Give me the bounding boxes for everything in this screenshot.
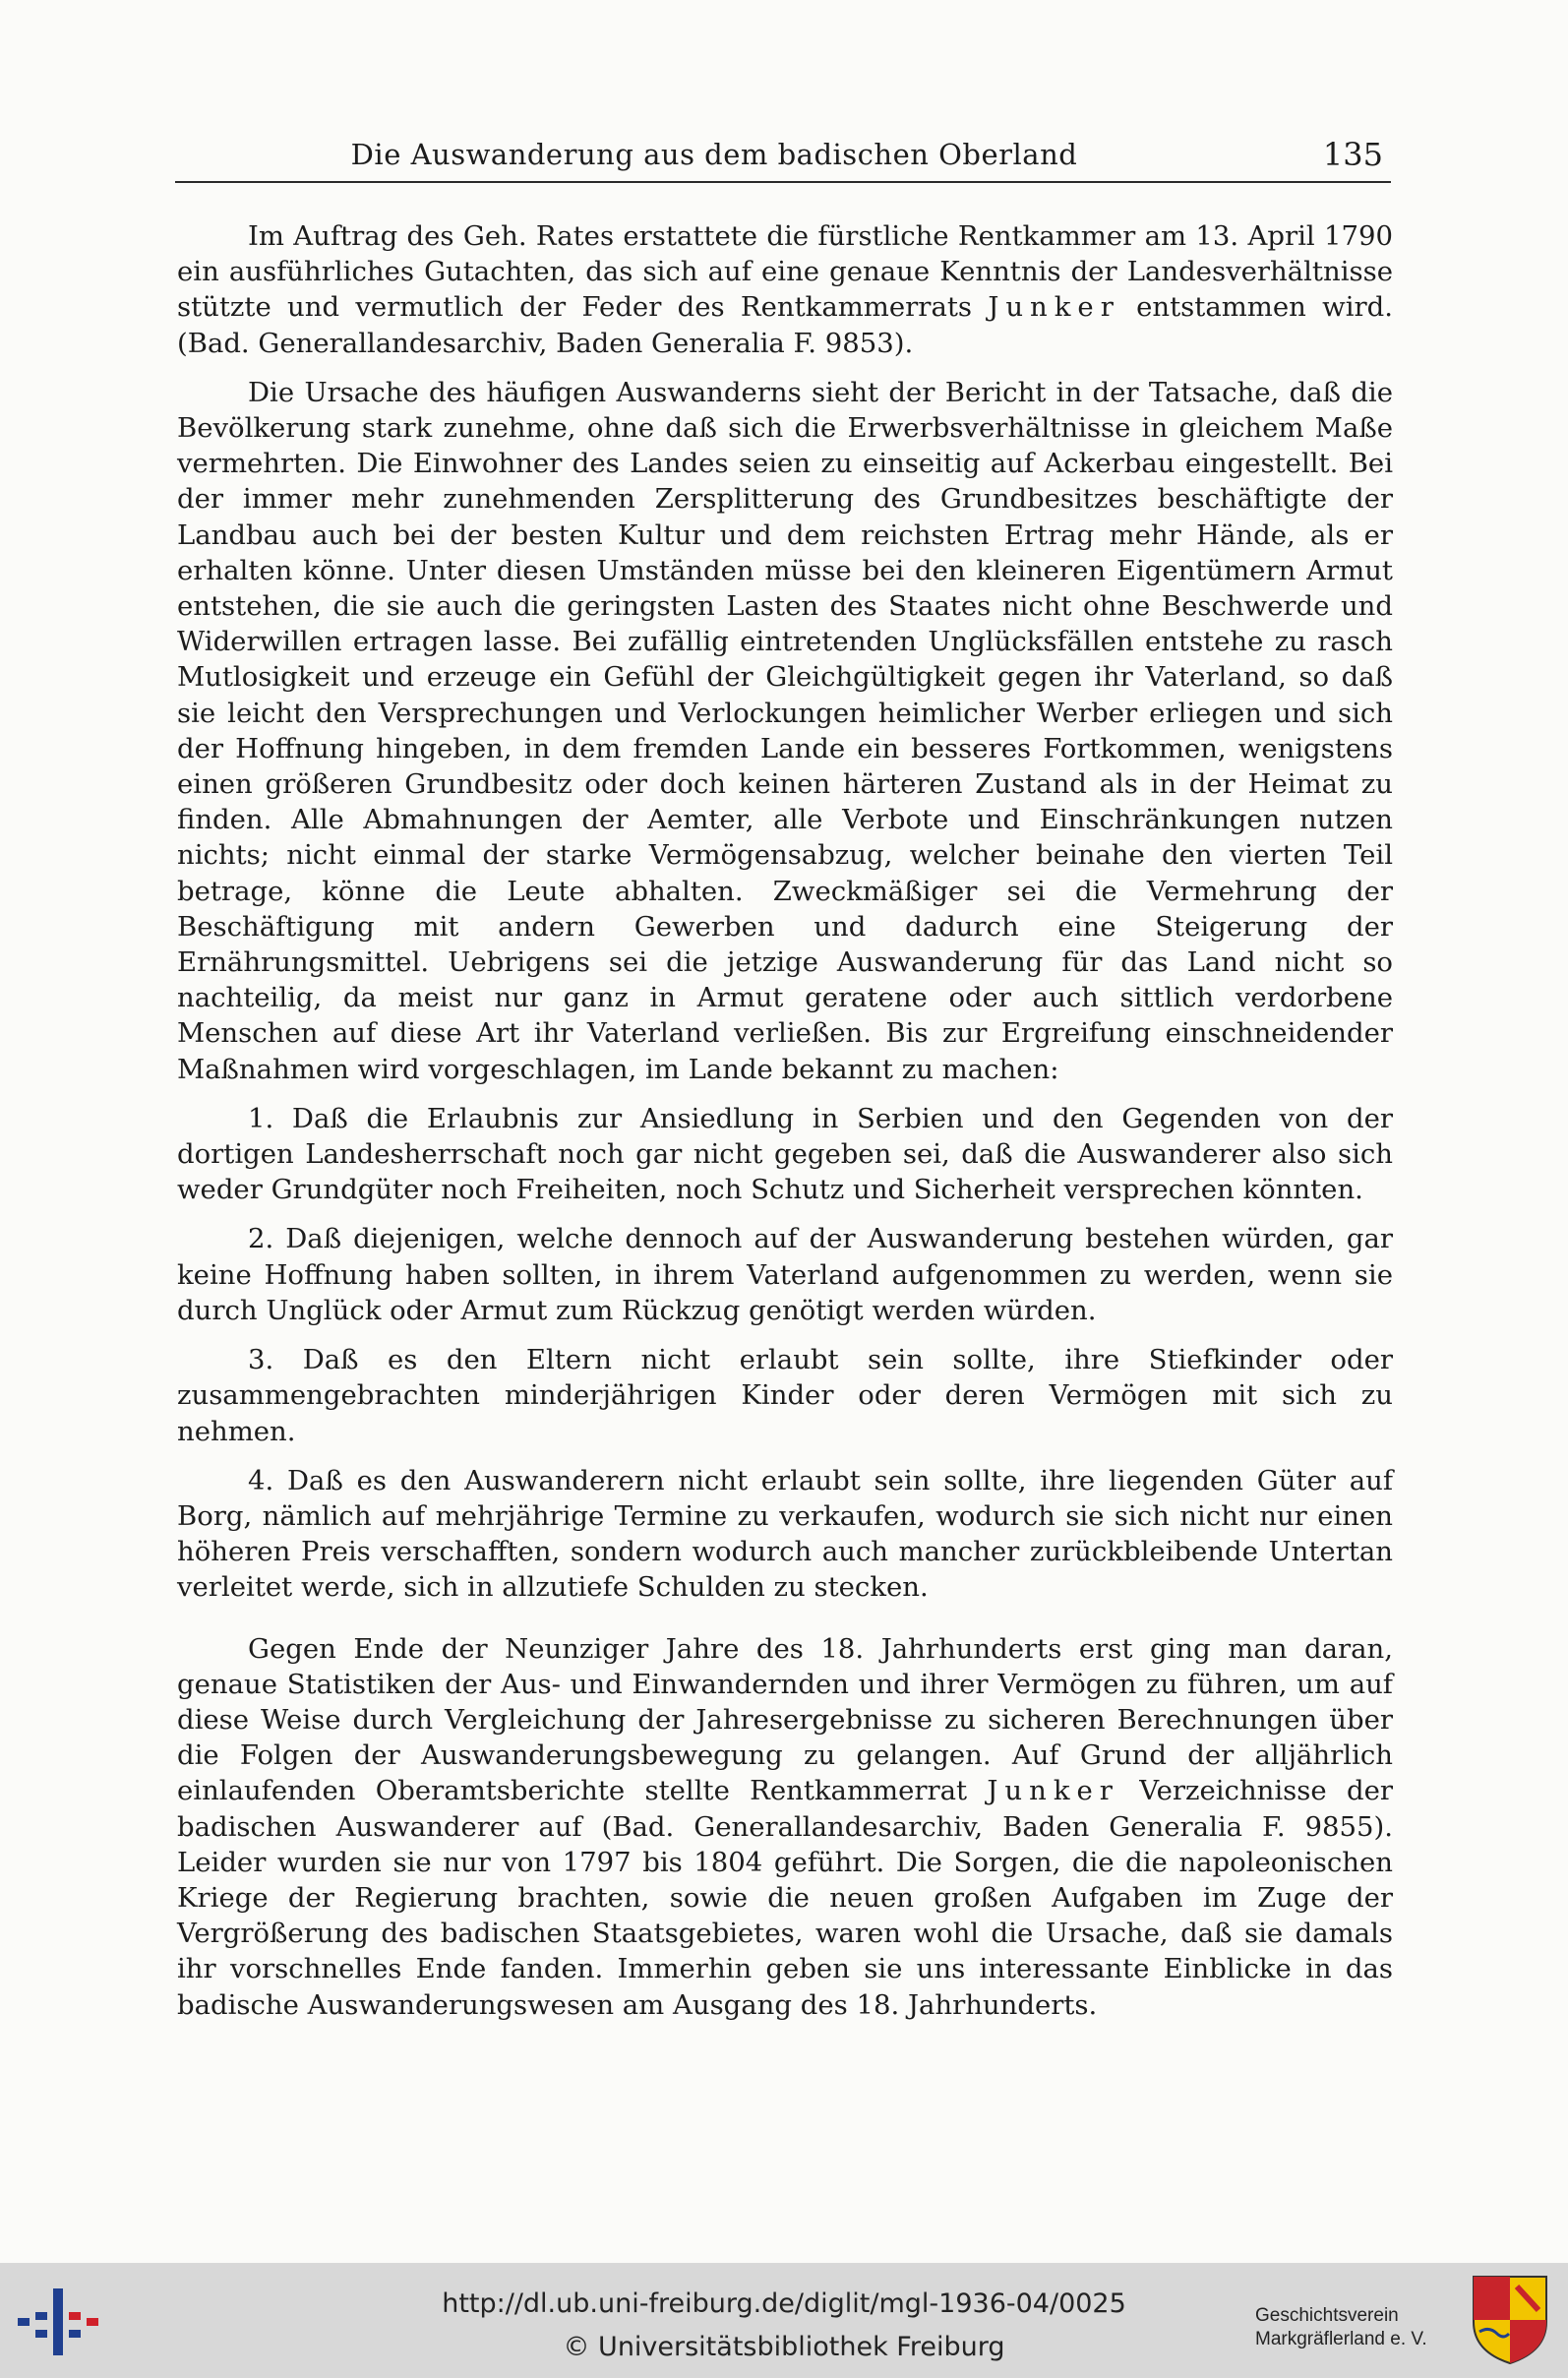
list-item: 4. Daß es den Auswanderern nicht erlaubt sein sollte, ihre liegenden Güter auf Borg, nämlich auf mehrjährige Termine zu verkaufen, wodurch sie sich nicht nur einen höheren Preis verschafften, sondern wodurch auch mancher zurückbleibende Untertan verleitet werde, sich in allzutiefe Schulden zu stecken. (177, 1464, 1393, 1604)
author-name-junker: Junker (988, 291, 1120, 324)
paragraph-3-text: Gegen Ende der Neunziger Jahre des 18. Jahrhunderts erst ging man daran, genaue Statistiken der Aus- und Einwandernden und ihrer Vermögen zu führen, um auf diese Weise durch Vergleichung der Jahresergebnisse zu sicheren Berechnungen über die Folgen der Auswanderungsbewegung zu gelangen. Auf Grund der alljährlich einlaufenden Oberamtsberichte stellte Rentkammerrat (177, 1632, 1393, 1807)
society-line-1: Geschichtsverein (1255, 2305, 1399, 2326)
footer-bar (0, 2263, 1568, 2378)
paragraph-3-end: Verzeichnisse der badischen Auswanderer auf (Bad. Generallandesarchiv, Baden Generalia F. 9855). Leider wurden sie nur von 1797 bis 1804 geführt. Die Sorgen, die die napoleonischen Kriege der Regierung brachten, sowie die neuen großen Aufgaben im Zuge der Vergrößerung des badischen Staatsgebietes, waren wohl die Ursache, daß sie damals ihr vorschnelles Ende fanden. Immerhin geben sie uns interessante Einblicke in das badische Auswanderungswesen am Ausgang des 18. Jahrhunderts. (177, 1775, 1393, 2021)
paragraph-2: Die Ursache des häufigen Auswanderns sieht der Bericht in der Tatsache, daß die Bevölkerung stark zunehme, ohne daß sich die Erwerbsverhältnisse in gleichem Maße vermehrten. Die Einwohner des Landes seien zu einseitig auf Ackerbau eingestellt. Bei der immer mehr zunehmenden Zersplitterung des Grundbesitzes beschäftigte der Landbau auch bei der besten Kultur und dem reichsten Ertrag mehr Hände, als er erhalten könne. Unter diesen Umständen müsse bei den kleineren Eigentümern Armut entstehen, die sie auch die geringsten Lasten des Staates nicht ohne Beschwerde und Widerwillen ertragen lasse. Bei zufällig eintretenden Unglücksfällen entstehe zu rasch Mutlosigkeit und erzeuge ein Gefühl der Gleichgültigkeit gegen ihr Vaterland, so daß sie leicht den Versprechungen und Verlockungen heimlicher Werber erliegen und sich der Hoffnung hingeben, in dem fremden Lande ein besseres Fortkommen, wenigstens einen größeren Grundbesitz oder doch keinen härteren Zustand als in der Heimat zu finden. Alle Abmahnungen der Aemter, alle Verbote und Einschränkungen nutzen nichts; nicht einmal der starke Vermögensabzug, welcher beinahe den vierten Teil betrage, könne die Leute abhalten. Zweckmäßiger sei die Vermehrung der Beschäftigung mit andern Gewerben und dadurch eine Steigerung der Ernährungsmittel. Uebrigens sei die jetzige Auswanderung für das Land nicht so nachteilig, da meist nur ganz in Armut geratene oder auch sittlich verdorbene Menschen auf diese Art ihr Vaterland verließen. Bis zur Ergreifung einschneidender Maßnahmen wird vorgeschlagen, im Lande bekannt zu machen: (177, 376, 1393, 1085)
list-item: 3. Daß es den Eltern nicht erlaubt sein sollte, ihre Stiefkinder oder zusammengebrachten minderjährigen Kinder oder deren Vermögen mit sich zu nehmen. (177, 1344, 1393, 1447)
society-name (1255, 2304, 1472, 2351)
body-text (177, 218, 1393, 2037)
paragraph-3 (177, 1631, 1393, 2023)
proposal-list (177, 1101, 1393, 1606)
paragraph-1-text: Im Auftrag des Geh. Rates erstattete die fürstliche Rentkammer am 13. April 1790 ein ausführliches Gutachten, das sich auf eine genaue Kenntnis der Landesverhältnisse stützte und vermutlich der Feder des Rentkammerrats (177, 220, 1393, 324)
running-header (175, 134, 1391, 183)
list-item: 2. Daß diejenigen, welche dennoch auf der Auswanderung bestehen würden, gar keine Hoffnung haben sollten, in ihrem Vaterland aufgenommen zu werden, wenn sie durch Unglück oder Armut zum Rückzug genötigt werden würden. (177, 1223, 1393, 1326)
paragraph-1 (177, 218, 1393, 361)
society-crest-icon[interactable] (1470, 2273, 1550, 2367)
society-line-2: Markgräflerland e. V. (1255, 2329, 1427, 2349)
page-number: 135 (1322, 136, 1383, 173)
list-item: 1. Daß die Erlaubnis zur Ansiedlung in Serbien und den Gegenden von der dortigen Landesherrschaft noch gar nicht gegeben sei, daß die Auswanderer also sich weder Grundgüter noch Freiheiten, noch Schutz und Sicherheit versprechen könnten. (177, 1102, 1393, 1206)
permalink-url[interactable]: http://dl.ub.uni-freiburg.de/diglit/mgl-1936-04/0025 (442, 2288, 1126, 2319)
copyright-notice: © Universitätsbibliothek Freiburg (563, 2332, 1005, 2362)
paragraph-1-end: entstammen wird. (Bad. Generallandesarchiv, Baden Generalia F. 9853). (177, 291, 1393, 359)
author-name-junker: Junker (987, 1775, 1119, 1807)
running-title: Die Auswanderung aus dem badischen Oberland (350, 138, 1078, 171)
